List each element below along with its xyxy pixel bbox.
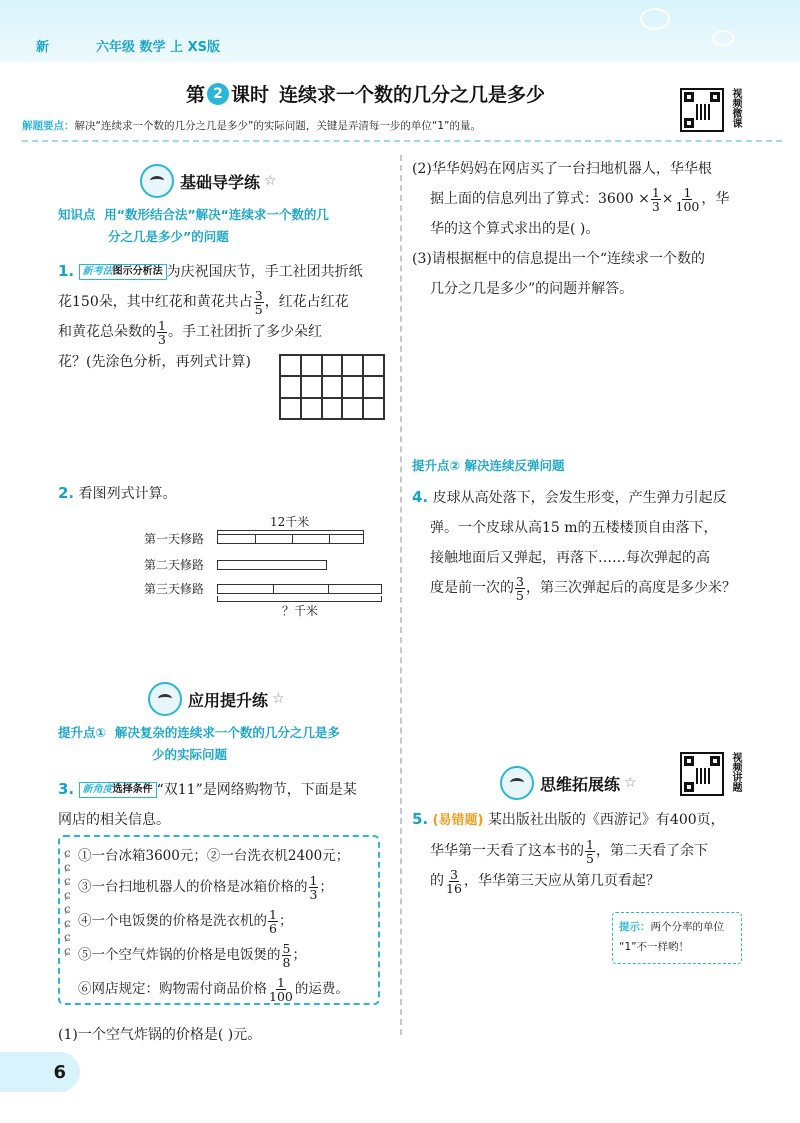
lesson-prefix: 第 — [186, 84, 206, 106]
fraction: $\frac{3}{16}$ — [446, 866, 462, 896]
question-4: 4. 皮球从高处落下，会发生形变，产生弹力引起反 弹。一个皮球从高15 m的五楼楼顶自由落下， 接触地面后又弹起，再落下……每次弹起的高 度是前一次的 $\frac{3}{5}$ ，第三次弹起后的高度是多少米？ — [412, 482, 782, 603]
question-text: (3)请根据框中的信息提出一个“连续求一个数的 — [412, 251, 705, 267]
question-text: “双11”是网络购物节，下面是某 — [156, 782, 357, 798]
hint-text: “1”不一样哟！ — [619, 941, 690, 953]
brand-logo: 新 — [36, 40, 50, 55]
star-icon: ☆ — [624, 775, 637, 791]
question-text: 网店的相关信息。 — [58, 812, 170, 828]
info-item-1: ①一台冰箱3600元；②一台洗衣机2400元； — [78, 848, 350, 864]
section-think — [500, 766, 637, 800]
question-text: 接触地面后又弹起，再落下……每次弹起的高 — [430, 550, 710, 566]
lesson-suffix: 课时 — [231, 84, 270, 106]
diagram-bottom-label: ？千米 — [282, 604, 319, 618]
tag-badge: 新考法图示分析法 — [79, 264, 167, 280]
q3-sub2: (2)华华妈妈在网店买了一台扫地机器人，华华根 据上面的信息列出了算式：3600 × $\frac{1}{3}$ × $\frac{1}{100}$ ，华 华的这个算式求出的是( )。 — [412, 154, 772, 244]
mascot-icon — [148, 682, 182, 716]
question-text: 几分之几是多少”的问题并解答。 — [430, 281, 634, 297]
q3-sub1: (1)一个空气炸锅的价格是( )元。 — [58, 1027, 262, 1043]
fraction: $\frac{1}{5}$ — [586, 836, 594, 866]
section-apply — [148, 682, 285, 716]
section-basic — [140, 164, 277, 198]
fraction: $\frac{1}{3}$ — [158, 317, 166, 347]
question-text: 。手工社团折了多少朵红 — [167, 324, 322, 340]
road-bar-day2 — [217, 560, 327, 570]
spiral-icon: ɕ ɕ ɕ ɕ ɕ ɕ ɕ ɕ — [64, 846, 71, 958]
fraction: $\frac{1}{100}$ — [269, 975, 293, 1004]
q3-sub3 — [412, 244, 772, 304]
mascot-icon — [140, 164, 174, 198]
fraction: $\frac{1}{100}$ — [675, 184, 700, 214]
lesson-title-text: 连续求一个数的几分之几是多少 — [279, 84, 546, 106]
knowledge-point — [58, 204, 329, 248]
question-2 — [58, 478, 177, 509]
fraction: $\frac{3}{5}$ — [254, 287, 263, 317]
question-number: 5. — [412, 810, 429, 828]
star-icon: ☆ — [264, 173, 277, 189]
road-label-day3: 第三天修路 — [144, 582, 205, 596]
star-icon: ☆ — [272, 691, 285, 707]
road-bar-day3 — [217, 584, 382, 594]
question-text: 花？(先涂色分析，再列式计算) — [58, 354, 251, 370]
point-text: 分之几是多少”的问题 — [108, 229, 229, 244]
section-title: 基础导学练 — [180, 172, 261, 192]
point-text: 用“数形结合法”解决“连续求一个数的几 — [104, 207, 329, 222]
mascot-icon — [500, 766, 534, 800]
point-label: 提升点① — [58, 725, 107, 740]
cloud-icon — [712, 30, 734, 46]
road-bar-day1 — [217, 534, 364, 544]
lesson-number: 2 — [207, 83, 229, 105]
question-number: 1. — [58, 262, 75, 280]
fraction: $\frac{5}{8}$ — [282, 941, 291, 970]
improve-point-1 — [58, 722, 340, 766]
road-label-day1: 第一天修路 — [144, 532, 205, 546]
fraction: $\frac{1}{3}$ — [651, 184, 660, 214]
point-text: 少的实际问题 — [152, 747, 228, 762]
hint-box — [612, 912, 742, 964]
improve-point-2 — [412, 455, 564, 477]
coloring-grid[interactable] — [279, 354, 385, 420]
point-label: 提升点② — [412, 458, 461, 473]
question-text: 看图列式计算。 — [78, 486, 177, 502]
question-text: 弹。一个皮球从高15 m的五楼楼顶自由落下， — [430, 520, 718, 536]
book-subtitle: 六年级 数学 上 XS版 — [96, 40, 220, 55]
question-text: 为庆祝国庆节，手工社团共折纸 — [166, 264, 363, 280]
question-3 — [58, 774, 388, 835]
question-text: (2)华华妈妈在网店买了一台扫地机器人，华华根 — [412, 161, 712, 177]
info-item-2: ③一台扫地机器人的价格是冰箱价格的 $\frac{1}{3}$ ； — [78, 873, 333, 902]
info-item-3: ④一个电饭煲的价格是洗衣机的 $\frac{1}{6}$ ； — [78, 907, 293, 936]
key-note-text: 解决“连续求一个数的几分之几是多少”的实际问题，关键是弄清每一步的单位“1”的量。 — [74, 120, 481, 132]
fraction: $\frac{1}{6}$ — [269, 907, 277, 936]
question-text: ，红花占红花 — [264, 294, 349, 310]
point-text: 解决复杂的连续求一个数的几分之几是多 — [114, 725, 340, 740]
qr-code-icon[interactable] — [680, 88, 724, 132]
cloud-icon — [640, 8, 670, 30]
question-5: 5. (易错题) 某出版社出版的《西游记》有400页， 华华第一天看了这本书的 $\frac{1}{5}$ ，第二天看了余下 的 $\frac{3}{16}$ ，华华第三天应从第几页看起？ — [412, 810, 725, 896]
question-text: 花150朵，其中红花和黄花共占 — [58, 294, 253, 310]
qr-label: 视频讲题 — [730, 752, 741, 792]
question-text: 华的这个算式求出的是( )。 — [430, 221, 600, 237]
key-note — [22, 118, 672, 133]
qr-code-icon[interactable] — [680, 752, 724, 796]
question-text: 皮球从高处落下，会发生形变，产生弹力引起反 — [432, 490, 727, 506]
question-number: 2. — [58, 484, 75, 502]
tag-badge: 新角度选择条件 — [79, 782, 157, 798]
question-text: 某出版社出版的《西游记》有400页， — [487, 812, 725, 828]
question-number: 4. — [412, 488, 429, 506]
divider — [22, 140, 782, 142]
fraction: $\frac{3}{5}$ — [516, 573, 524, 603]
hint-label: 提示： — [619, 921, 651, 933]
error-tag: (易错题) — [432, 813, 484, 828]
page-number: 6 — [0, 1052, 80, 1092]
fraction: $\frac{1}{3}$ — [309, 873, 318, 902]
point-label: 知识点 — [58, 207, 96, 222]
lesson-title — [186, 80, 545, 107]
column-divider — [400, 155, 402, 1035]
point-text: 解决连续反弹问题 — [464, 458, 565, 473]
question-number: 3. — [58, 780, 75, 798]
qr-label: 视频微课 — [730, 88, 741, 128]
question-text: 和黄花总朵数的 — [58, 324, 156, 340]
road-label-day2: 第二天修路 — [144, 558, 205, 572]
section-title: 应用提升练 — [188, 690, 269, 710]
hint-text: 两个分率的单位 — [650, 921, 724, 933]
info-item-5: ⑥网店规定：购物需付商品价格 $\frac{1}{100}$ 的运费。 — [78, 975, 349, 1004]
key-note-label: 解题要点： — [22, 120, 75, 132]
diagram-top-label: 12千米 — [270, 515, 310, 529]
info-item-4: ⑤一个空气炸锅的价格是电饭煲的 $\frac{5}{8}$ ； — [78, 941, 306, 970]
section-title: 思维拓展练 — [540, 774, 621, 794]
